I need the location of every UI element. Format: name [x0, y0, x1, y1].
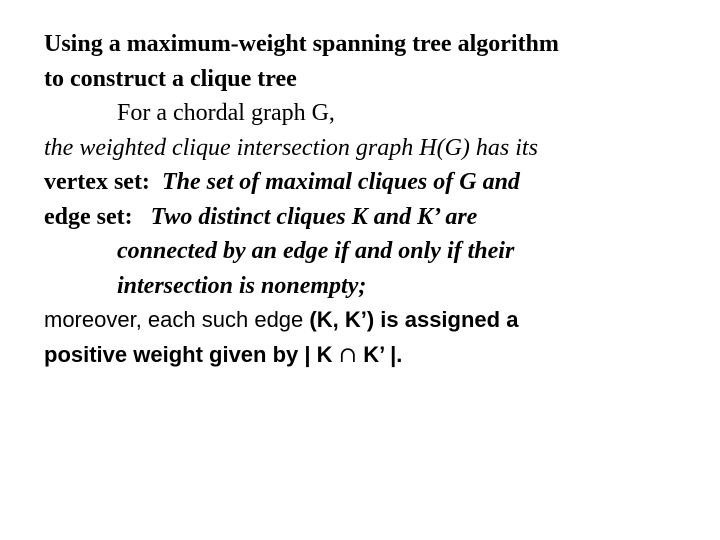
edge-set-line: [44, 200, 704, 235]
edge-set-label: edge set:: [44, 203, 133, 230]
vertex-set-line: [44, 165, 704, 200]
vertex-set-text: The set of maximal cliques of G and: [161, 169, 520, 195]
weight-text-part-2: K’ |.: [357, 341, 403, 367]
graph-definition-text: the weighted clique intersection graph H(G) has its: [44, 134, 538, 161]
edge-set-text: Two distinct cliques K and K’ are: [150, 203, 478, 230]
intersection-symbol: ∩: [338, 342, 358, 368]
slide-title-line-2: to construct a clique tree: [44, 65, 297, 92]
moreover-plain-text: moreover, each such edge: [44, 307, 310, 332]
vertex-set-label: vertex set:: [44, 169, 150, 195]
intro-text: For a chordal graph G,: [117, 100, 335, 126]
edge-set-continuation-1: connected by an edge if and only if their: [117, 238, 515, 264]
slide-content: [44, 27, 704, 373]
weight-text-part-1: positive weight given by | K: [44, 341, 339, 367]
edge-set-continuation-2: intersection is nonempty;: [117, 272, 367, 299]
slide-title-line-1: Using a maximum-weight spanning tree algorithm: [44, 31, 559, 57]
weight-line: [44, 338, 704, 374]
moreover-line: [44, 303, 704, 338]
moreover-bold-text: (K, K’) is assigned a: [309, 307, 519, 332]
